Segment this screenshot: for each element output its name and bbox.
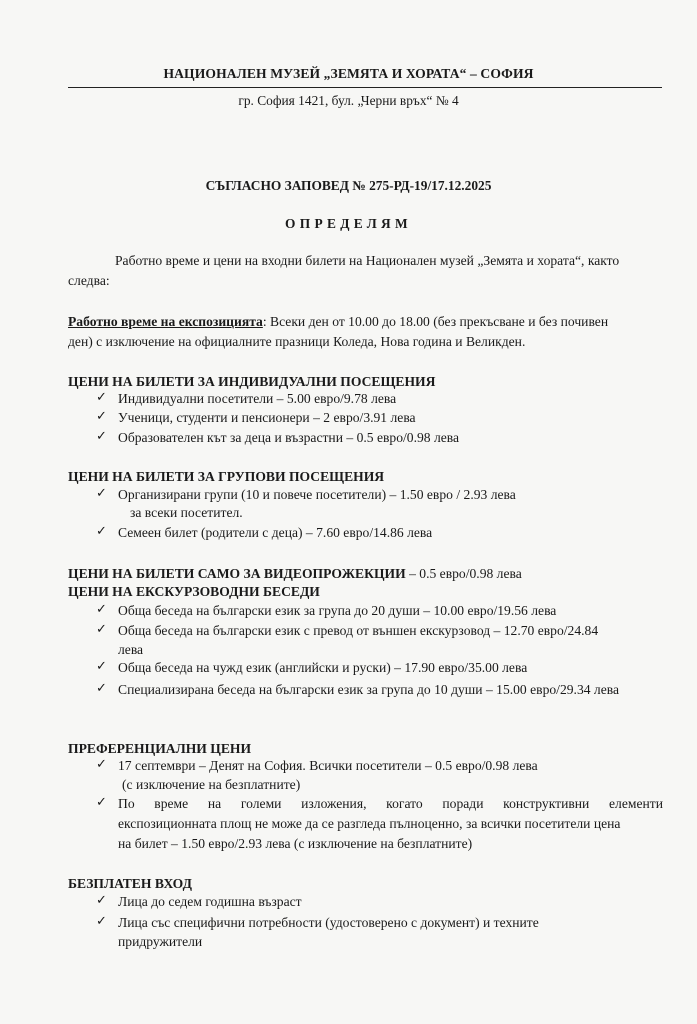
- checkmark-icon: ✓: [96, 429, 107, 444]
- checkmark-icon: ✓: [96, 681, 107, 696]
- intro-line-1: Работно време и цени на входни билети на Национален музей „Земята и хората“, както: [115, 253, 620, 268]
- free-item-2-line-2: придружители: [118, 934, 203, 949]
- preferential-heading: ПРЕФЕРЕНЦИАЛНИ ЦЕНИ: [68, 741, 252, 756]
- checkmark-icon: ✓: [96, 390, 107, 405]
- working-hours-line-1: [68, 314, 608, 330]
- tours-item-2-line-1: Обща беседа на български език с превод от външен екскурзовод – 12.70 евро/24.84: [118, 623, 599, 638]
- checkmark-icon: ✓: [96, 914, 107, 929]
- working-hours-label: Работно време на експозицията: [68, 314, 263, 329]
- checkmark-icon: ✓: [96, 602, 107, 617]
- video-heading: ЦЕНИ НА БИЛЕТИ САМО ЗА ВИДЕОПРОЖЕКЦИИ: [68, 566, 406, 581]
- checkmark-icon: ✓: [96, 795, 107, 810]
- video-line: [68, 566, 522, 582]
- group-item-1-line-1: Организирани групи (10 и повече посетители) – 1.50 евро / 2.93 лева: [118, 487, 516, 502]
- individual-item: Образователен кът за деца и възрастни – 0.5 евро/0.98 лева: [118, 430, 460, 445]
- intro-line-2: следва:: [68, 273, 110, 288]
- checkmark-icon: ✓: [96, 757, 107, 772]
- free-item-1: Лица до седем годишна възраст: [118, 894, 302, 909]
- checkmark-icon: ✓: [96, 409, 107, 424]
- tours-item-1: Обща беседа на български език за група до 20 души – 10.00 евро/19.56 лева: [118, 603, 557, 618]
- header-divider: [68, 87, 662, 88]
- tours-item-4: Специализирана беседа на български език за група до 10 души – 15.00 евро/29.34 лева: [118, 682, 620, 697]
- working-hours-text: : Всеки ден от 10.00 до 18.00 (без прекъсване и без почивен: [262, 314, 609, 329]
- free-item-2-line-1: Лица със специфични потребности (удостоверено с документ) и техните: [118, 915, 539, 930]
- checkmark-icon: ✓: [96, 659, 107, 674]
- video-price: – 0.5 евро/0.98 лева: [405, 566, 522, 581]
- tours-item-3: Обща беседа на чужд език (английски и руски) – 17.90 евро/35.00 лева: [118, 660, 528, 675]
- tours-item-2-line-2: лева: [118, 642, 144, 657]
- working-hours-line-2: ден) с изключение на официалните празници Коледа, Нова година и Великден.: [68, 334, 526, 349]
- museum-address: гр. София 1421, бул. „Черни връх“ № 4: [238, 93, 459, 108]
- preferential-item-2-line-2: експозиционната площ не може да се разгледа пълноценно, за всички посетители цена: [118, 816, 621, 831]
- order-reference: СЪГЛАСНО ЗАПОВЕД № 275-РД-19/17.12.2025: [205, 178, 492, 193]
- group-item-2: Семеен билет (родители с деца) – 7.60 евро/14.86 лева: [118, 525, 433, 540]
- individual-item: Индивидуални посетители – 5.00 евро/9.78 лева: [118, 391, 397, 406]
- museum-title: НАЦИОНАЛЕН МУЗЕЙ „ЗЕМЯТА И ХОРАТА“ – СОФИЯ: [163, 66, 534, 81]
- decree-heading: ОПРЕДЕЛЯМ: [285, 216, 412, 231]
- individual-item: Ученици, студенти и пенсионери – 2 евро/3.91 лева: [118, 410, 416, 425]
- group-heading: ЦЕНИ НА БИЛЕТИ ЗА ГРУПОВИ ПОСЕЩЕНИЯ: [68, 469, 385, 484]
- checkmark-icon: ✓: [96, 524, 107, 539]
- group-item-1-line-2: за всеки посетител.: [130, 505, 243, 520]
- individual-heading: ЦЕНИ НА БИЛЕТИ ЗА ИНДИВИДУАЛНИ ПОСЕЩЕНИЯ: [68, 374, 436, 389]
- preferential-item-1-line-2: (с изключение на безплатните): [122, 777, 301, 792]
- tours-heading: ЦЕНИ НА ЕКСКУРЗОВОДНИ БЕСЕДИ: [68, 584, 320, 599]
- preferential-item-1-line-1: 17 септември – Денят на София. Всички посетители – 0.5 евро/0.98 лева: [118, 758, 538, 773]
- preferential-item-2-line-1: По време на големи изложения, когато поради конструктивни елементи: [118, 796, 663, 811]
- free-heading: БЕЗПЛАТЕН ВХОД: [68, 876, 192, 891]
- checkmark-icon: ✓: [96, 622, 107, 637]
- preferential-item-2-line-3: на билет – 1.50 евро/2.93 лева (с изключение на безплатните): [118, 836, 473, 851]
- checkmark-icon: ✓: [96, 486, 107, 501]
- checkmark-icon: ✓: [96, 893, 107, 908]
